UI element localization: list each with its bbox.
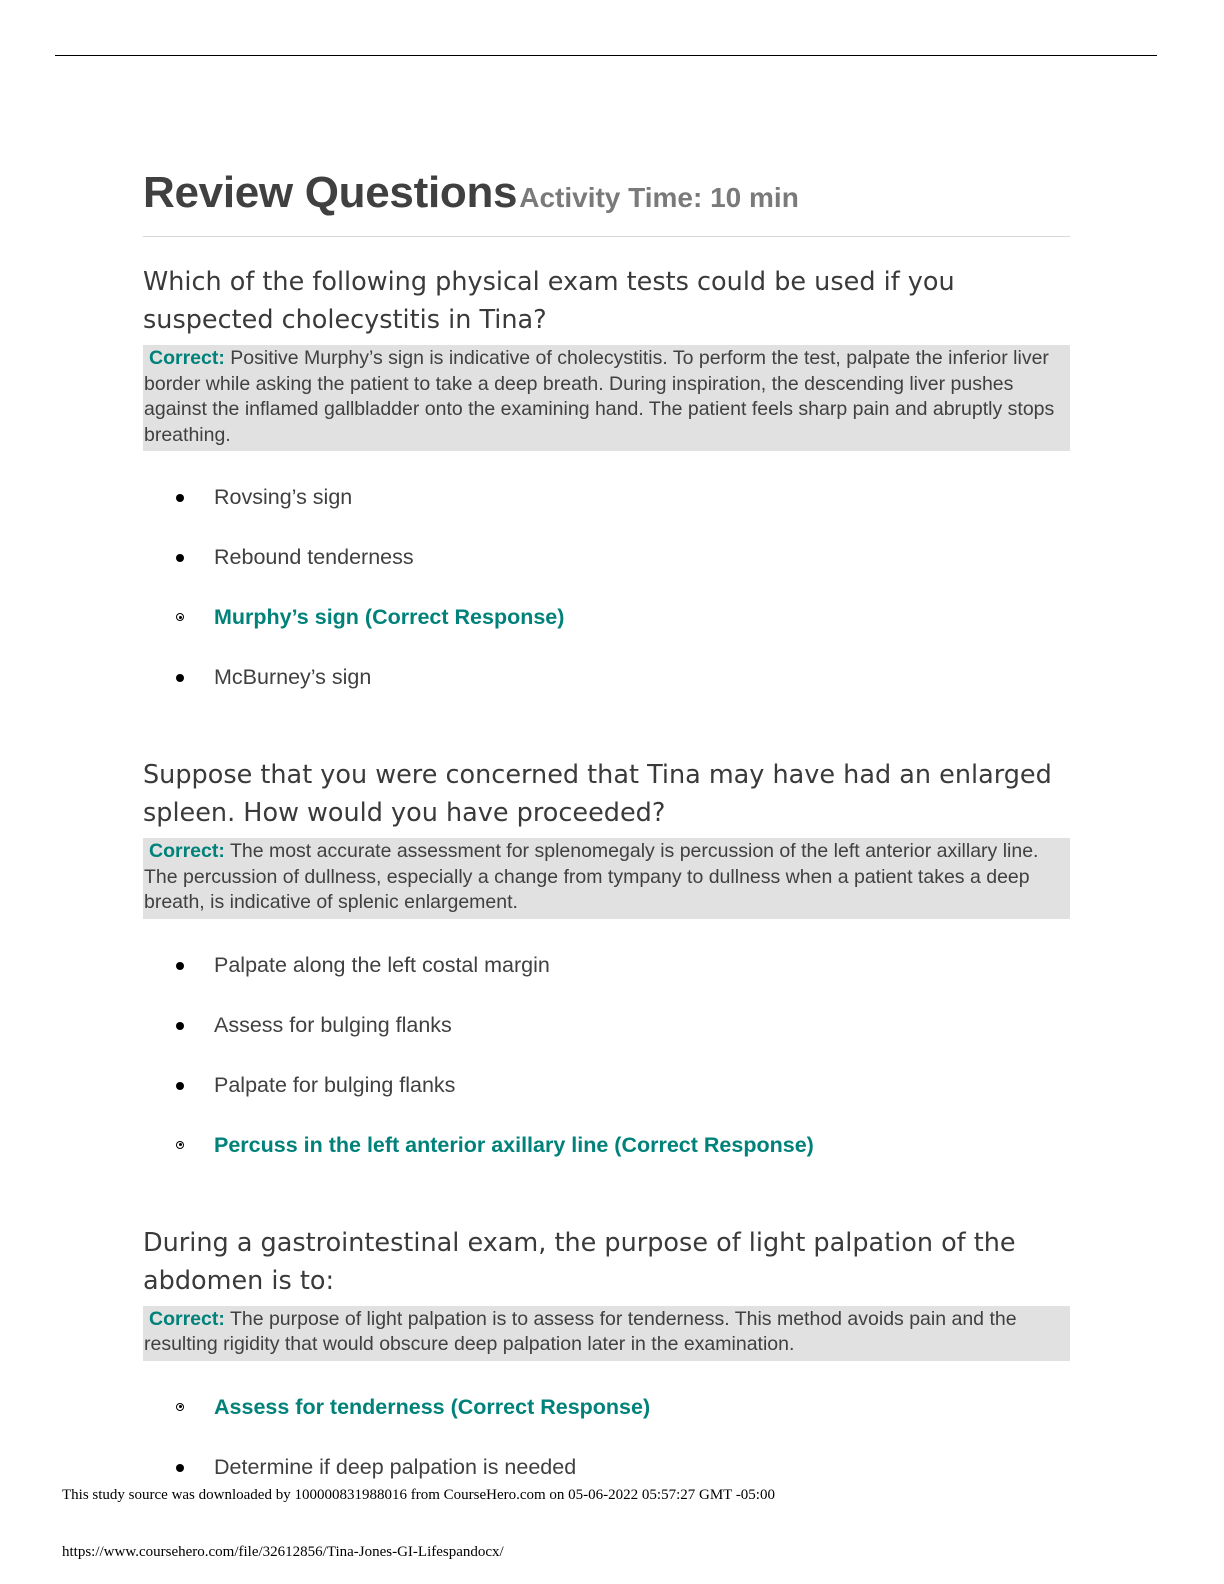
bullet-icon <box>176 1464 184 1472</box>
bullet-icon <box>176 1022 184 1030</box>
question-text: Which of the following physical exam tests could be used if you suspected cholecystitis in Tina? <box>143 267 955 335</box>
answer-options <box>143 484 1070 724</box>
feedback-text: Positive Murphy’s sign is indicative of cholecystitis. To perform the test, palpate the inferior liver border while asking the patient to take a deep breath. During inspiration, the descending liver pushes against the inflamed gallbladder onto the examining hand. The patient feels sharp pain and abruptly stops breathing. <box>144 347 1055 446</box>
bullet-icon <box>176 1082 184 1090</box>
answer-option[interactable] <box>143 484 1070 544</box>
option-label: Murphy’s sign (Correct Response) <box>214 605 565 629</box>
answer-option[interactable] <box>143 664 1070 724</box>
feedback-text: The purpose of light palpation is to assess for tenderness. This method avoids pain and the resulting rigidity that would obscure deep palpation later in the examination. <box>144 1307 1017 1355</box>
question-text: Suppose that you were concerned that Tina may have had an enlarged spleen. How would you have proceeded? <box>143 760 1052 828</box>
answer-option[interactable] <box>143 544 1070 604</box>
download-source-notice: This study source was downloaded by 100000831988016 from CourseHero.com on 05-06-2022 05:57:27 GMT -05:00 <box>62 1487 775 1503</box>
review-content <box>143 168 1070 1514</box>
option-label: Palpate along the left costal margin <box>214 952 550 977</box>
option-label: Palpate for bulging flanks <box>214 1072 456 1097</box>
bullet-icon <box>176 554 184 562</box>
answer-option-correct[interactable] <box>143 1132 1070 1192</box>
answer-option[interactable] <box>143 1072 1070 1132</box>
activity-time: Activity Time: 10 min <box>519 182 799 213</box>
feedback-text: The most accurate assessment for splenomegaly is percussion of the left anterior axillary line. The percussion of dullness, especially a change from tympany to dullness when a patient takes a deep breath, is indicative of splenic enlargement. <box>144 840 1039 913</box>
feedback-box <box>143 1306 1070 1361</box>
answer-option[interactable] <box>143 952 1070 1012</box>
answer-options <box>143 952 1070 1192</box>
option-label: Assess for tenderness (Correct Response) <box>214 1394 651 1419</box>
answer-option-correct[interactable] <box>143 604 1070 664</box>
page-header <box>143 168 1070 237</box>
option-label: McBurney’s sign <box>214 665 372 689</box>
answer-option-correct[interactable] <box>143 1394 1070 1454</box>
feedback-label: Correct: <box>149 840 225 862</box>
feedback-box <box>143 345 1070 451</box>
question-text: During a gastrointestinal exam, the purpose of light palpation of the abdomen is to: <box>143 1227 1016 1296</box>
answer-option[interactable] <box>143 1012 1070 1072</box>
source-url-link[interactable]: https://www.coursehero.com/file/32612856/Tina-Jones-GI-Lifespandocx/ <box>62 1544 504 1560</box>
top-divider <box>55 55 1157 56</box>
option-label: Assess for bulging flanks <box>214 1012 452 1037</box>
answer-option[interactable] <box>143 1454 1070 1514</box>
selected-radio-icon <box>176 1141 184 1149</box>
bullet-icon <box>176 962 184 970</box>
option-label: Percuss in the left anterior axillary line (Correct Response) <box>214 1132 814 1157</box>
feedback-box <box>143 838 1070 919</box>
feedback-label: Correct: <box>149 347 225 369</box>
selected-radio-icon <box>176 613 184 621</box>
feedback-label: Correct: <box>149 1307 225 1330</box>
option-label: Rebound tenderness <box>214 545 414 569</box>
option-label: Rovsing’s sign <box>214 485 353 509</box>
option-label: Determine if deep palpation is needed <box>214 1454 577 1479</box>
bullet-icon <box>176 494 184 502</box>
bullet-icon <box>176 674 184 682</box>
question-block <box>143 263 1070 724</box>
question-block <box>143 756 1070 1192</box>
question-block <box>143 1224 1070 1514</box>
selected-radio-icon <box>176 1403 184 1411</box>
page-title: Review Questions <box>143 168 518 217</box>
